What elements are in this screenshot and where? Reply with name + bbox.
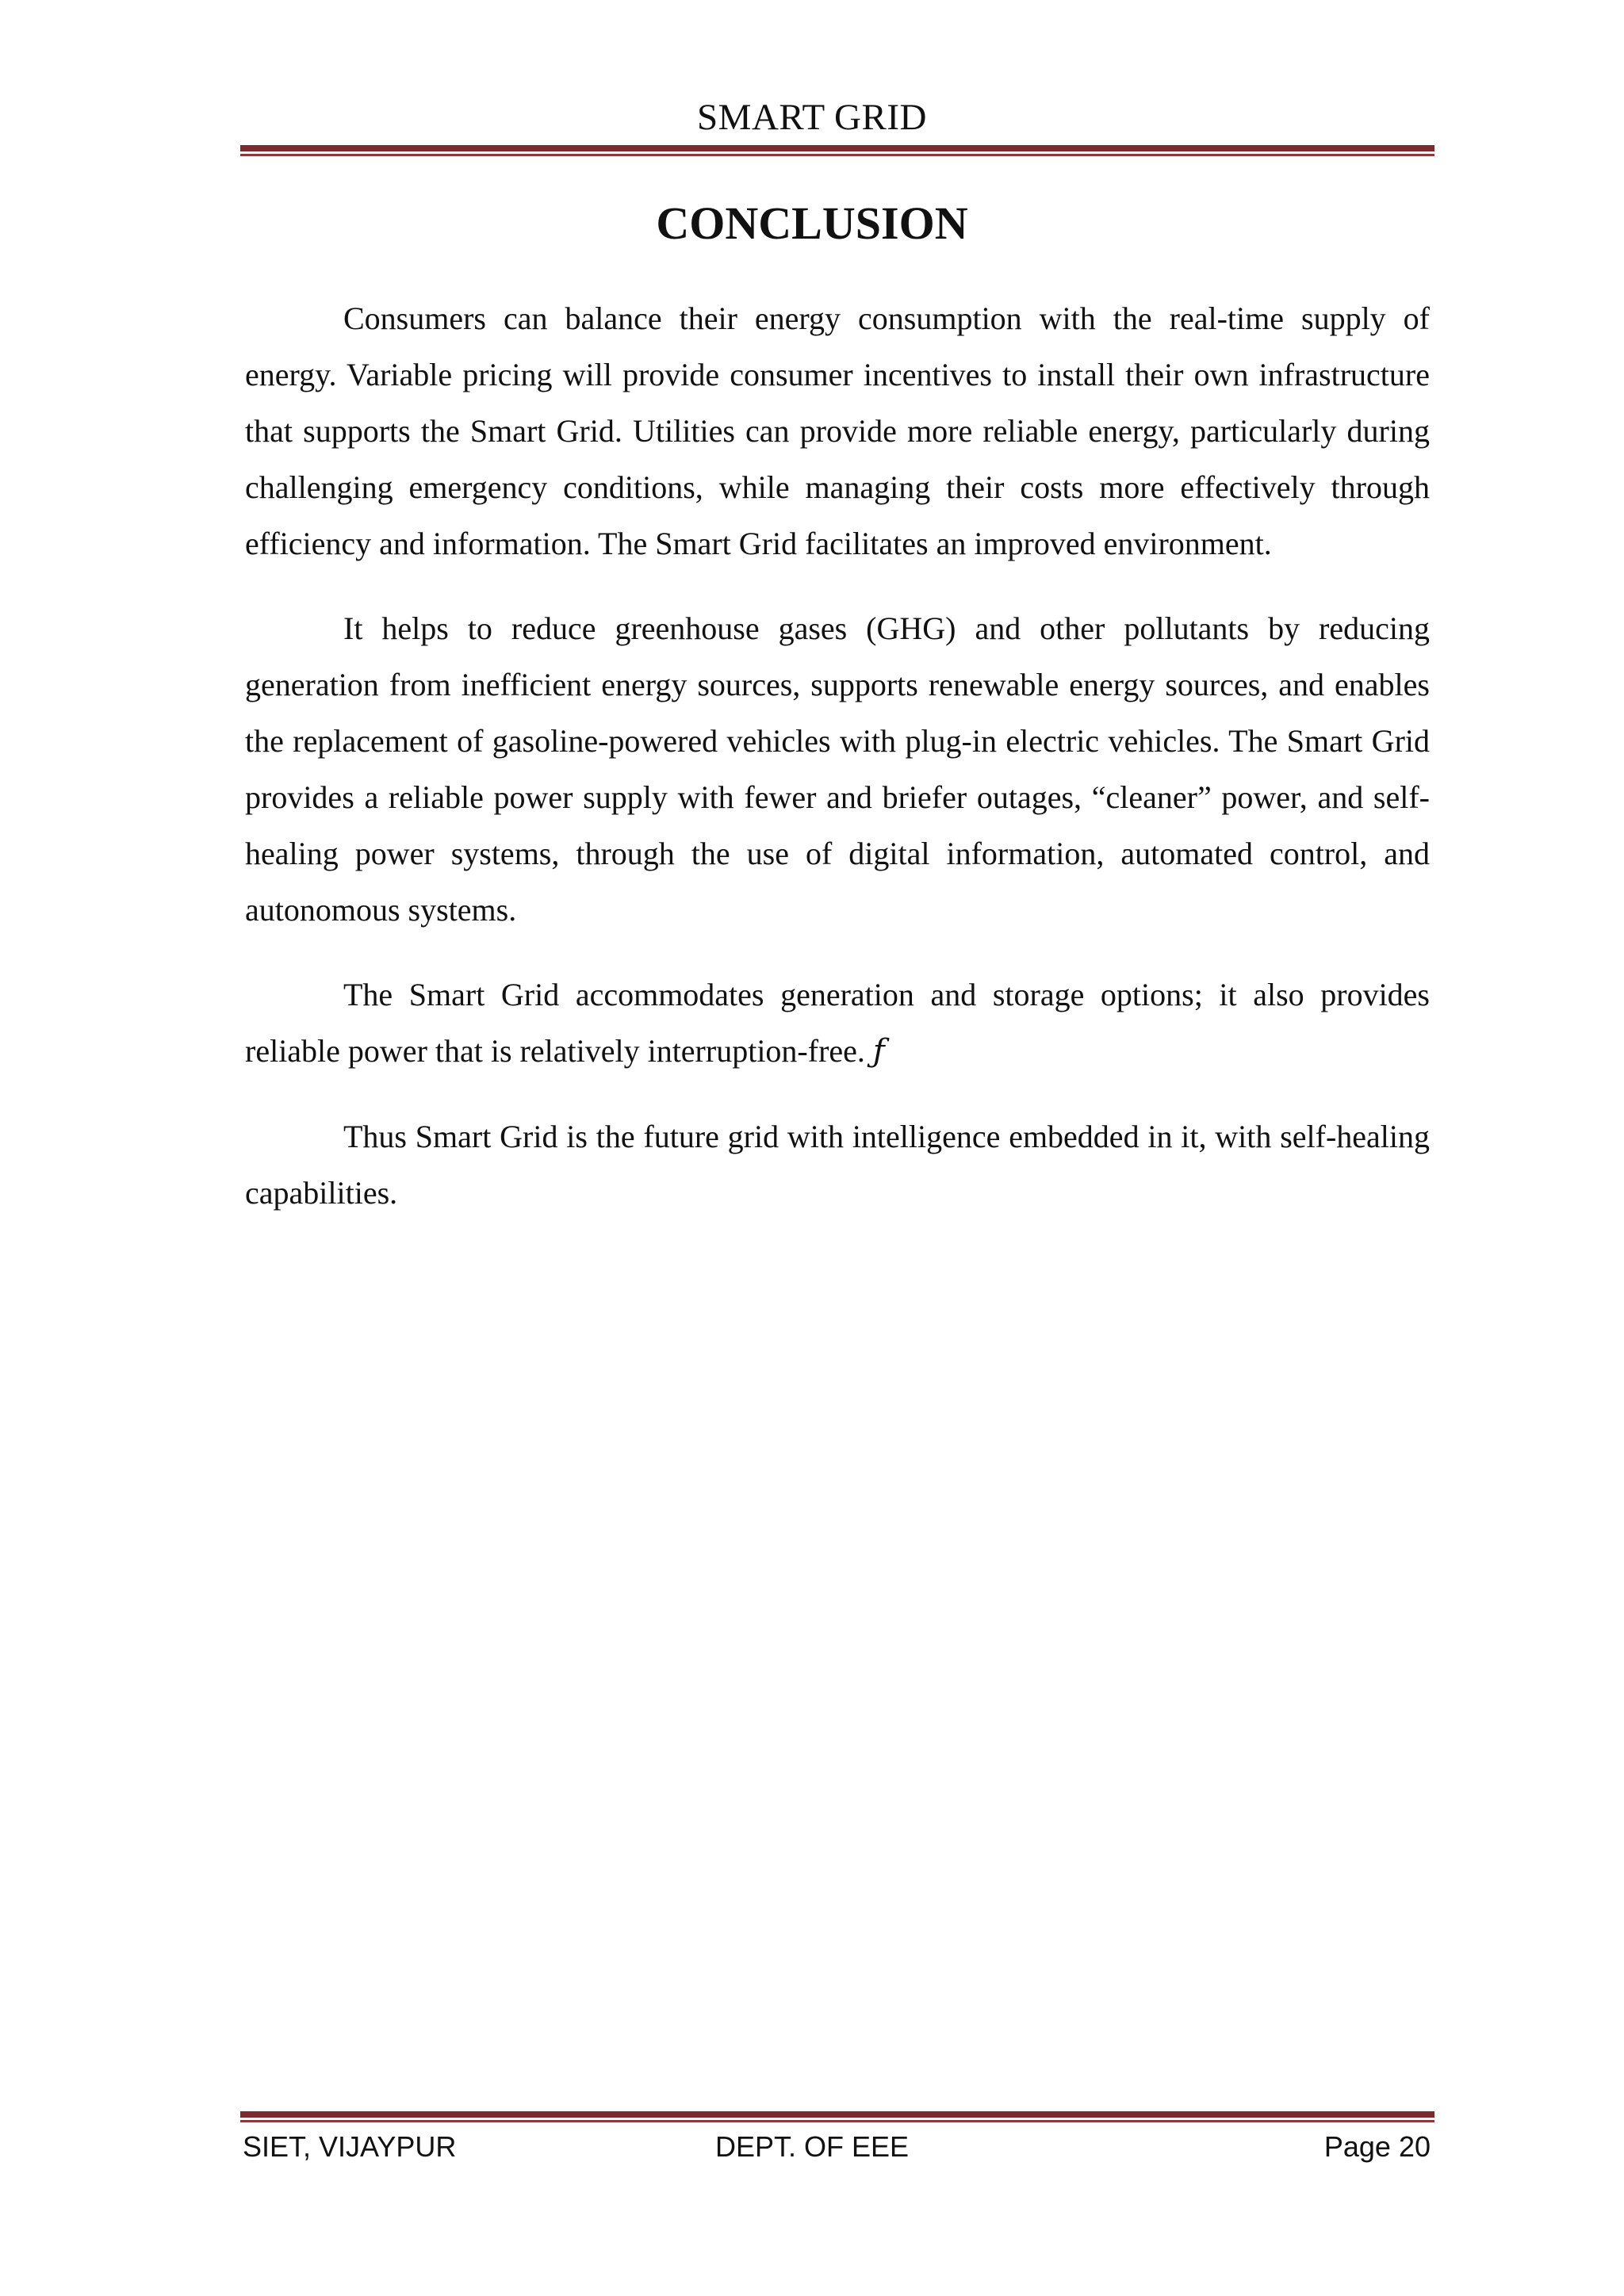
paragraph-3 [245,966,1430,1080]
header-divider-thick-line [240,145,1434,151]
section-heading: CONCLUSION [656,197,968,249]
footer-divider [240,2111,1434,2122]
paragraph-2: It helps to reduce greenhouse gases (GHG) and other pollutants by reducing generation from inefficient energy sources, supports renewable energy sources, and enables the replacement of gasoline-powered vehicles with plug-in electric vehicles. The Smart Grid provides a reliable power supply with fewer and briefer outages, “cleaner” power, and self- healing power systems, through the use of digital information, automated control, and autonomous systems. [245,610,1430,928]
header-divider-thin-line [240,154,1434,156]
paragraph-1: Consumers can balance their energy consumption with the real-time supply of energy. Variable pricing will provide consumer incentives to install their own infrastructure that supports the Smart Grid. Utilities can provide more reliable energy, particularly during challenging emergency conditions, while managing their costs more effectively through efficiency and information. The Smart Grid facilitates an improved environment. [245,300,1430,561]
paragraph-3-text: The Smart Grid accommodates generation and storage options; it also provides reliable power that is relatively interruption-free. [245,977,1430,1069]
running-header-title: SMART GRID [697,97,927,138]
footer-page-number: Page 20 [1323,2130,1431,2163]
footer-divider-thin-line [240,2120,1434,2122]
footer-institution: SIET, VIJAYPUR [243,2130,457,2163]
footer-divider-thick-line [240,2111,1434,2118]
header-divider [240,145,1434,156]
trailing-symbol: ƒ [872,1033,885,1070]
paragraph-4: Thus Smart Grid is the future grid with intelligence embedded in it, with self-healing capabilities. [245,1119,1430,1211]
footer-department: DEPT. OF EEE [714,2130,910,2163]
body-text [245,290,1430,1249]
